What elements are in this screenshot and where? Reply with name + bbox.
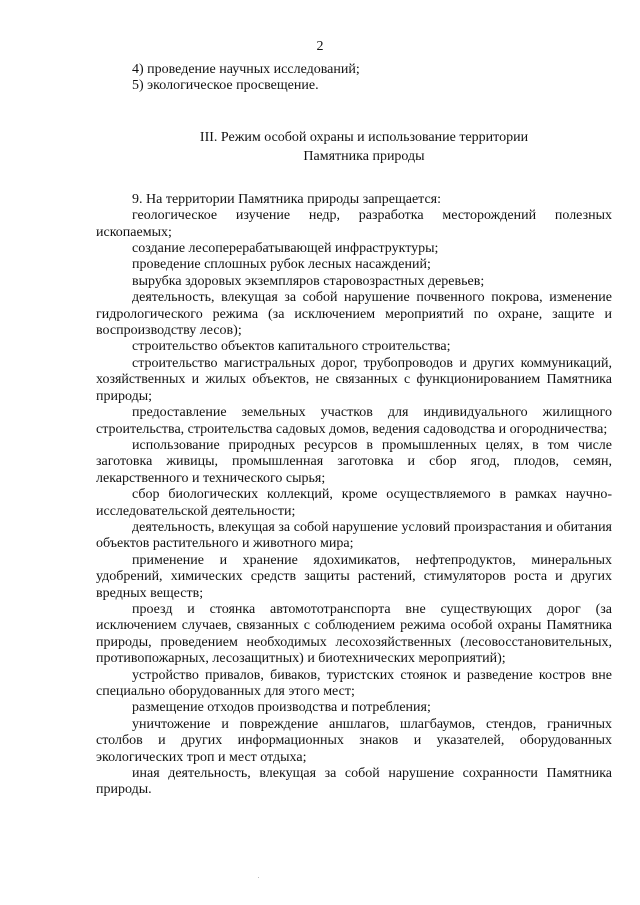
scan-speck xyxy=(258,877,259,878)
paragraph: предоставление земельных участков для индивидуального жилищного строительства, строительства садовых домов, ведения садоводства и огородничества; xyxy=(96,405,612,437)
page-number: 2 xyxy=(316,39,324,54)
section-title-line: III. Режим особой охраны и использование территории xyxy=(199,129,529,145)
paragraph: строительство магистральных дорог, трубопроводов и других коммуникаций, хозяйственных и жилых объектов, не связанных с функционированием Памятника природы; xyxy=(96,355,612,404)
paragraph: сбор биологических коллекций, кроме осуществляемого в рамках научно-исследовательской деятельности; xyxy=(96,487,612,519)
paragraph: деятельность, влекущая за собой нарушение условий произрастания и обитания объектов растительного и животного мира; xyxy=(96,519,612,552)
section-title xyxy=(96,128,612,166)
document-body xyxy=(96,62,612,799)
paragraph: устройство привалов, биваков, туристских стоянок и разведение костров вне специально оборудованных для этого мест; xyxy=(96,667,612,699)
paragraph: проведение сплошных рубок лесных насаждений; xyxy=(132,257,431,273)
paragraph: строительство объектов капитального строительства; xyxy=(132,339,451,355)
paragraph: уничтожение и повреждение аншлагов, шлагбаумов, стендов, граничных столбов и других информационных знаков и указателей, оборудованных экологических троп и мест отдыха; xyxy=(96,716,612,765)
section-title-line: Памятника природы xyxy=(303,148,425,164)
paragraph: вырубка здоровых экземпляров старовозрастных деревьев; xyxy=(132,273,485,289)
paragraph: использование природных ресурсов в промышленных целях, в том числе заготовка живицы, промышленная заготовка и сбор ягод, плодов, семян, лекарственного и технического сырья; xyxy=(96,437,612,486)
paragraph: геологическое изучение недр, разработка месторождений полезных ископаемых; xyxy=(96,208,612,240)
paragraph: применение и хранение ядохимикатов, нефтепродуктов, минеральных удобрений, химических средств защиты растений, стимуляторов роста и других вредных веществ; xyxy=(96,552,612,601)
list-item: 5) экологическое просвещение. xyxy=(132,78,319,94)
list-item: 4) проведение научных исследований; xyxy=(132,62,360,77)
paragraph: 9. На территории Памятника природы запрещается: xyxy=(132,191,442,207)
paragraph: деятельность, влекущая за собой нарушение почвенного покрова, изменение гидрологического режима (за исключением мероприятий по охране, защите и воспроизводству лесов); xyxy=(96,290,612,339)
paragraph: иная деятельность, влекущая за собой нарушение сохранности Памятника природы. xyxy=(96,766,612,798)
paragraph: проезд и стоянка автомототранспорта вне существующих дорог (за исключением случаев, связанных с соблюдением режима особой охраны Памятника природы, проведением необходимых лесохозяйственных (лесовосстановительных, противопожарных, лесозащитных) и биотехнических мероприятий); xyxy=(96,601,612,667)
paragraph: размещение отходов производства и потребления; xyxy=(132,700,431,716)
paragraph: создание лесоперерабатывающей инфраструктуры; xyxy=(132,241,439,257)
